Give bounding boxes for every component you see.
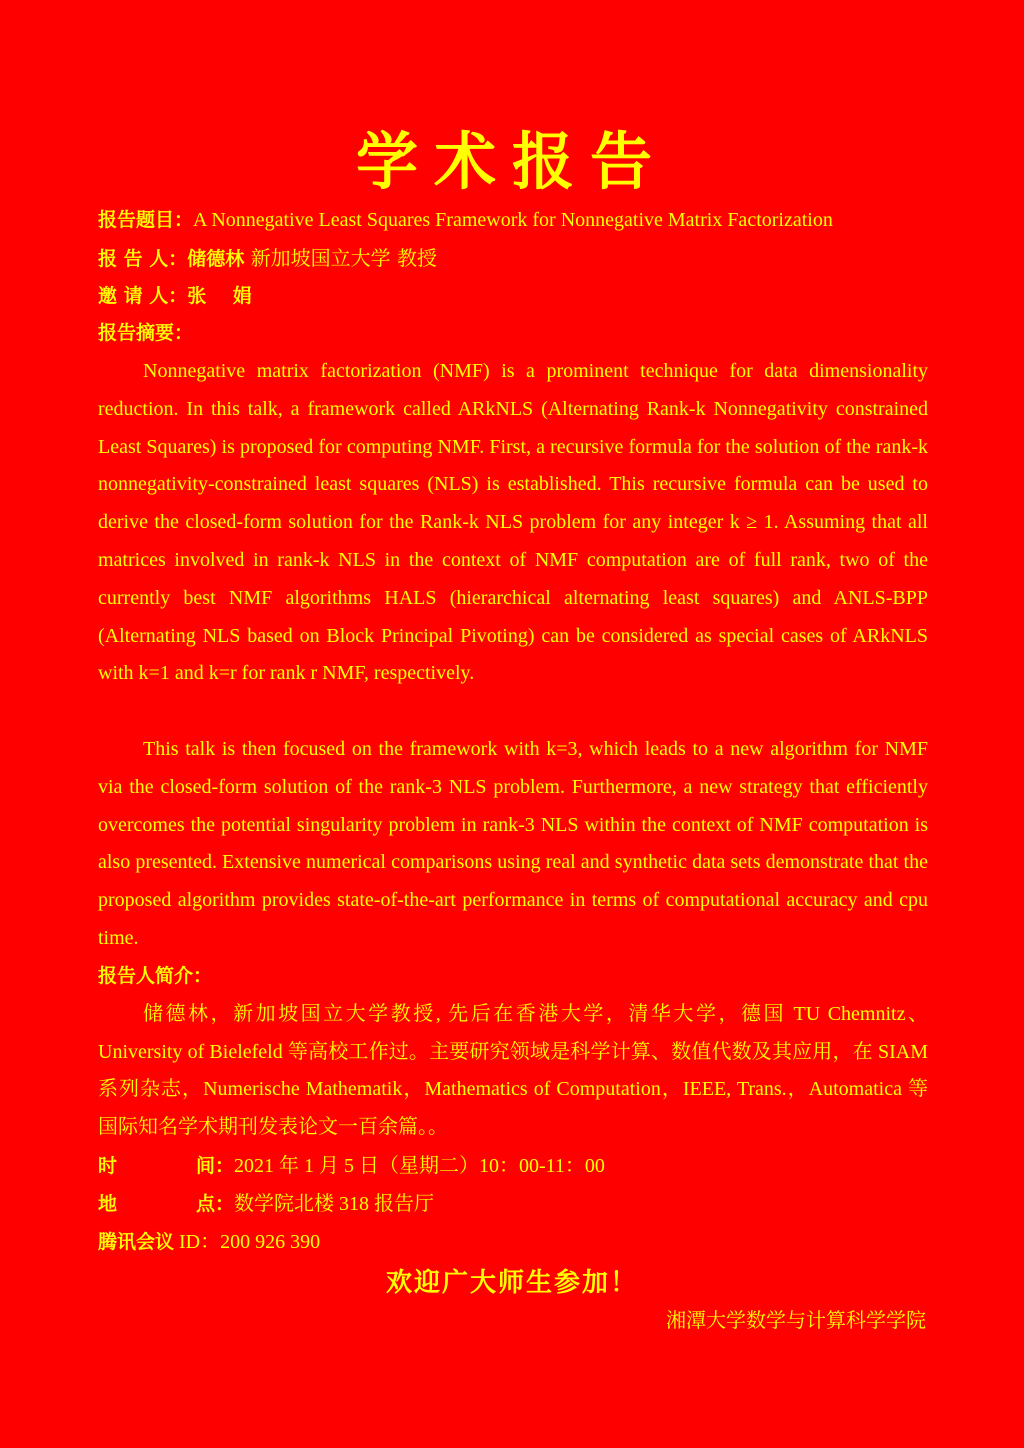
abstract-paragraph-2: This talk is then focused on the framework with k=3, which leads to a new algorithm for NMF via the closed-form solution of the rank-3 NLS problem. Furthermore, a new strategy that efficiently overcomes the potential singularity problem in rank-3 NLS within the context of NMF computation is also presented. Extensive numerical comparisons using real and synthetic data sets demonstrate that the proposed algorithm provides state-of-the-art performance in terms of computational accuracy and cpu time. xyxy=(98,738,928,949)
time-row xyxy=(98,1152,605,1180)
bio-label: 报告人简介： xyxy=(98,965,213,987)
bio-heading xyxy=(98,962,212,990)
poster-title: 学术报告 xyxy=(355,125,668,198)
place-label-1: 地 xyxy=(98,1193,118,1215)
organizer: 湘潭大学数学与计算科学学院 xyxy=(666,1308,926,1332)
abstract-label: 报告摘要： xyxy=(98,322,194,344)
time-value: 2021 年 1 月 5 日（星期二）10：00-11：00 xyxy=(234,1155,605,1177)
inviter-row xyxy=(98,282,252,310)
topic-value: A Nonnegative Least Squares Framework for Nonnegative Matrix Factorization xyxy=(193,209,833,231)
meeting-label: 腾讯会议 xyxy=(98,1231,175,1253)
meeting-row xyxy=(98,1228,320,1256)
inviter-label: 邀 请 人： xyxy=(98,285,188,307)
place-row xyxy=(98,1190,434,1218)
topic-label: 报告题目： xyxy=(98,209,194,231)
speaker-affiliation: 新加坡国立大学 教授 xyxy=(244,246,437,270)
topic-row xyxy=(98,206,833,234)
place-label-2: 点： xyxy=(196,1193,235,1215)
speaker-name: 储德林 xyxy=(187,248,245,270)
place-value: 数学院北楼 318 报告厅 xyxy=(234,1193,435,1215)
time-label-1: 时 xyxy=(98,1155,118,1177)
abstract-heading xyxy=(98,319,193,347)
speaker-row xyxy=(98,244,437,273)
speaker-label: 报 告 人： xyxy=(98,248,188,270)
inviter-value: 张 娟 xyxy=(187,285,252,307)
meeting-id: ID：200 926 390 xyxy=(174,1231,321,1253)
abstract-paragraph-1: Nonnegative matrix factorization (NMF) is a prominent technique for data dimensionality reduction. In this talk, a framework called ARkNLS (Alternating Rank-k Nonnegativity constrained Least Squares) is proposed for computing NMF. First, a recursive formula for the solution of the rank-k nonnegativity-constrained least squares (NLS) is established. This recursive formula can be used to derive the closed-form solution for the Rank-k NLS problem for any integer k ≥ 1. Assuming that all matrices involved in rank-k NLS in the context of NMF computation are of full rank, two of the currently best NMF algorithms HALS (hierarchical alternating least squares) and ANLS-BPP (Alternating NLS based on Block Principal Pivoting) can be considered as special cases of ARkNLS with k=1 and k=r for rank r NMF, respectively. xyxy=(98,360,928,685)
welcome-text: 欢迎广大师生参加！ xyxy=(385,1268,638,1298)
time-label-2: 间： xyxy=(196,1155,235,1177)
bio-text: 储德林，新加坡国立大学教授, 先后在香港大学，清华大学，德国 TU Chemnitz、University of Bielefeld 等高校工作过。主要研究领域是科学计算、数值代数及其应用，在 SIAM 系列杂志，Numerische Mathematik，Mathematics of Computation，IEEE, Trans.，Automatica 等国际知名学术期刊发表论文一百余篇。。 xyxy=(98,1003,928,1138)
